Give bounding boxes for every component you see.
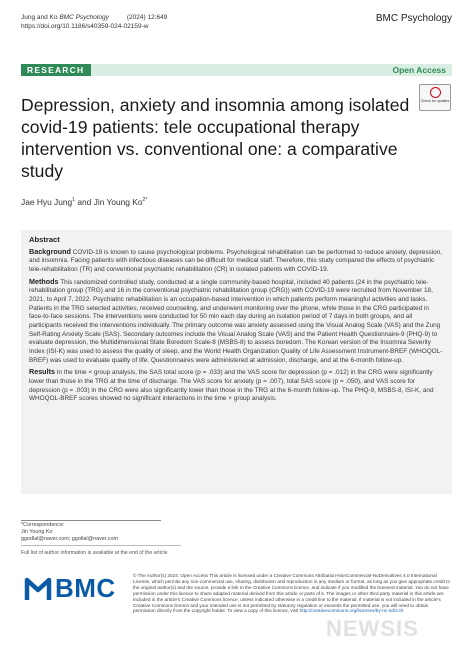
- header-year-volume: (2024) 12:649: [126, 14, 168, 21]
- author-info-note: Full list of author information is available at the end of the article: [21, 550, 168, 556]
- article-title: Depression, anxiety and insomnia among isolated covid-19 patients: tele occupational therapy intervention vs. conventional one: a comparative study: [21, 95, 410, 181]
- check-updates-label: Check for updates: [420, 99, 450, 103]
- check-for-updates-button[interactable]: [419, 84, 451, 111]
- header-doi[interactable]: https://doi.org/10.1186/s40359-024-02159-w: [21, 23, 149, 30]
- correspondence-label: *Correspondence:: [21, 522, 65, 528]
- background-label: Background: [29, 246, 71, 256]
- abstract-heading: Abstract: [29, 235, 60, 244]
- author-name[interactable]: Jae Hyu Jung: [21, 197, 73, 207]
- author-affiliation: 2*: [142, 197, 148, 204]
- header-journal: BMC Psychology: [59, 14, 109, 21]
- methods-label: Methods: [29, 276, 59, 286]
- methods-text: This randomized controlled study, conducted at a single community-based hospital, included 40 patients (24 in the psychiatric tele-rehabilitation group (TRG) and 16 in the conventional psychiatric rehabilitation group (CRG)) with COVID-19 were recruited from November 18, 2021, to April 7, 2022. Psychiatric rehabilitation is an occupation-based intervention in which patients perform meaningful activities and tasks. Patients in the TRG selected activities, received counseling, and underwent monitoring over the phone, while those in the CRG participated in face-to-face sessions. The interventions were conducted for 50 min each day during an isolation period of 7 days in both groups, and all participants received the interventions individually. The primary outcome was anxiety assessed using the Visual Analog Scale (VAS) and the Zung Self-Rating Anxiety Scale (SAS). Secondary outcomes include the Visual Analog Scale (VAS) and the Patient Health Questionnaire-9 (PHQ-9) to evaluate depression, the Multidimensional State Boredom Scale-8 (MSBS-8) to assess boredom. The Korean version of the Insomnia Severity Index (ISI-K) was used to assess the quality of sleep, and the World Health Organization Quality of Life Assessment Instrument-BREF (WHOQOL-BREF) was used to evaluate quality of life. Questionnaires were administered at admission, discharge, and at the 6-month follow-up.: [29, 278, 443, 364]
- author-conjunction: and: [77, 197, 92, 207]
- header-authors: Jung and Ko: [21, 14, 58, 21]
- results-label: Results: [29, 367, 55, 377]
- research-label: RESEARCH: [21, 64, 91, 76]
- article-type-banner: [21, 64, 452, 76]
- correspondence-block: [21, 522, 118, 543]
- correspondence-email[interactable]: ggodlal@naver.com; ggotlal@naver.com: [21, 536, 118, 542]
- license-body: © The Author(s) 2024. Open Access This article is licensed under a Creative Commons Attribution-NonCommercial-NoDerivatives 4.0 International License, which permits any non-commercial use, sharing, distribution and reproduction in any medium or format, as long as you give appropriate credit to the original author(s) and the source, provide a link to the Creative Commons licence, and indicate if you modified the licensed material. You do not have permission under this licence to share adapted material derived from this article or parts of it. The images or other third party material in this article are included in the article's Creative Commons licence, unless indicated otherwise in a credit line to the material. If material is not included in the article's Creative Commons licence and your intended use is not permitted by statutory regulation or exceeds the permitted use, you will need to obtain permission directly from the copyright holder. To view a copy of this licence, visit: [133, 573, 451, 614]
- newsis-watermark: NEWSIS: [326, 616, 419, 641]
- author-name[interactable]: Jin Young Ko: [93, 197, 143, 207]
- results-text: In the time × group analysis, the SAS total score (p = .033) and the VAS score for depression (p = .012) in the CRG were significantly lower than those in the TRG at the time of discharge. The VAS score for anxiety (p = .007), total SAS score (p = .050), and VAS score for depression (p = .003) in the CRG were also significantly lower than those in the TRG at the 6-month follow-up. The PHQ-9, MSBS-8, ISI-K, and WHOQOL-BREF scores showed no significant interactions in the time × group analysis.: [29, 369, 434, 403]
- correspondence-name: Jin Young Ko: [21, 529, 53, 535]
- background-text: COVID-19 is known to cause psychological problems. Psychological rehabilitation can be performed to reduce anxiety, depression, and insomnia. Facing patients with infectious diseases can be difficult for medical staff. Therefore, this study compared the effects of psychiatric tele-rehabilitation (TR) and conventional psychiatric rehabilitation (CR) in isolated patients with COVID-19.: [29, 248, 443, 273]
- footnote-divider: [21, 520, 161, 521]
- license-link[interactable]: http://creativecommons.org/licenses/by-nc-nd/4.0/.: [299, 608, 405, 614]
- update-icon: [430, 87, 441, 98]
- author-affiliation: 1: [72, 197, 75, 204]
- abstract-results: [29, 368, 444, 404]
- open-access-label: Open Access: [392, 65, 446, 75]
- bmc-logo[interactable]: [21, 568, 121, 610]
- journal-name: BMC Psychology: [375, 13, 452, 24]
- running-header: [21, 13, 167, 31]
- footnote-divider-2: [21, 545, 181, 546]
- abstract-methods: [29, 278, 444, 366]
- license-text: [133, 573, 452, 614]
- abstract-background: [29, 248, 444, 275]
- abstract-box: [21, 230, 452, 494]
- bmc-logo-text: BMC: [55, 573, 116, 603]
- author-list: [21, 197, 147, 207]
- bmc-logo-icon: [21, 572, 55, 606]
